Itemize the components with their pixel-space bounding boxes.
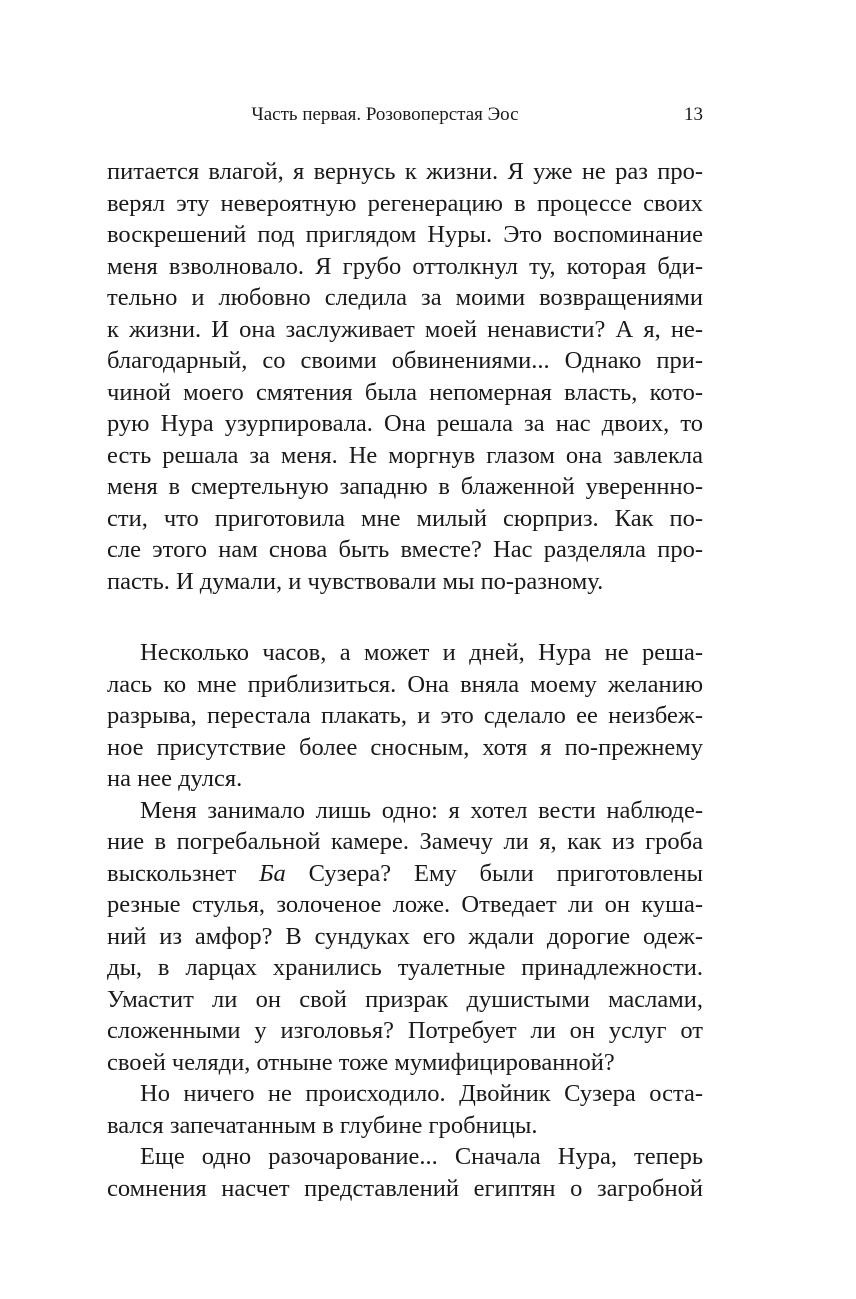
text-line: вался запечатанным в глубине гробницы. [107,1111,538,1139]
text-line: питается влагой, я вернусь к жизни. Я уже не раз про- [107,158,703,185]
text-line: своей челяди, отныне тоже мумифицированной? [107,1048,615,1076]
running-header [107,100,703,130]
text-line: ды, в ларцах хранились туалетные принадлежности. [107,954,703,981]
body-text [107,156,703,1204]
text-fragment: выскользнет [107,859,260,887]
text-line: разрыва, перестала плакать, и это сделало ее неизбеж- [107,702,703,729]
text-line: сомнения насчет представлений египтян о загробной [107,1174,703,1202]
section-break [107,597,703,637]
text-line: ние в погребальной камере. Замечу ли я, как из гроба [107,828,703,855]
text-line-with-italic [107,858,703,890]
text-line: чиной моего смятения была непомерная власть, кото- [107,378,703,406]
text-line: Но ничего не происходило. Двойник Сузера оста- [140,1080,703,1107]
text-line: благодарный, со своими обвинениями... Однако при- [107,347,703,374]
text-line: Меня занимало лишь одно: я хотел вести наблюде- [140,796,703,824]
text-line: пасть. И думали, и чувствовали мы по-разному. [107,567,604,595]
text-line: сти, что приготовила мне милый сюрприз. Как по- [107,504,703,532]
text-fragment: Сузера? Ему были приготовлены [285,859,704,887]
text-line: сле этого нам снова быть вместе? Нас разделяла про- [107,536,703,563]
italic-term: Ба [259,859,286,887]
text-line: меня в смертельную западню в блаженной увереннно- [107,473,703,500]
text-line: Еще одно разочарование... Сначала Нура, теперь [140,1143,703,1170]
text-line: ное присутствие более сносным, хотя я по-прежнему [107,733,703,761]
text-line: есть решала за меня. Не моргнув глазом она завлекла [107,441,703,469]
text-line: ний из амфор? В сундуках его ждали дорогие одеж- [107,922,703,950]
text-line: меня взволновало. Я грубо оттолкнул ту, которая бди- [107,252,703,280]
text-line: Умастит ли он свой призрак душистыми маслами, [107,985,703,1013]
text-line: сложенными у изголовья? Потребует ли он услуг от [107,1017,703,1044]
text-line: Несколько часов, а может и дней, Нура не реша- [140,639,703,666]
running-title: Часть первая. Розовоперстая Эос [251,104,519,125]
text-line: воскрешений под приглядом Нуры. Это воспоминание [107,221,703,248]
text-line: резные стулья, золоченое ложе. Отведает ли он куша- [107,891,703,918]
text-line: рую Нура узурпировала. Она решала за нас двоих, то [107,410,703,437]
text-line: к жизни. И она заслуживает моей ненависти? А я, не- [107,315,703,343]
page-number: 13 [684,104,703,125]
text-line: тельно и любовно следила за моими возвращениями [107,284,703,311]
text-line: лась ко мне приблизиться. Она вняла моему желанию [107,670,703,698]
text-line: на нее дулся. [107,765,243,792]
text-line: верял эту невероятную регенерацию в процессе своих [107,189,703,217]
